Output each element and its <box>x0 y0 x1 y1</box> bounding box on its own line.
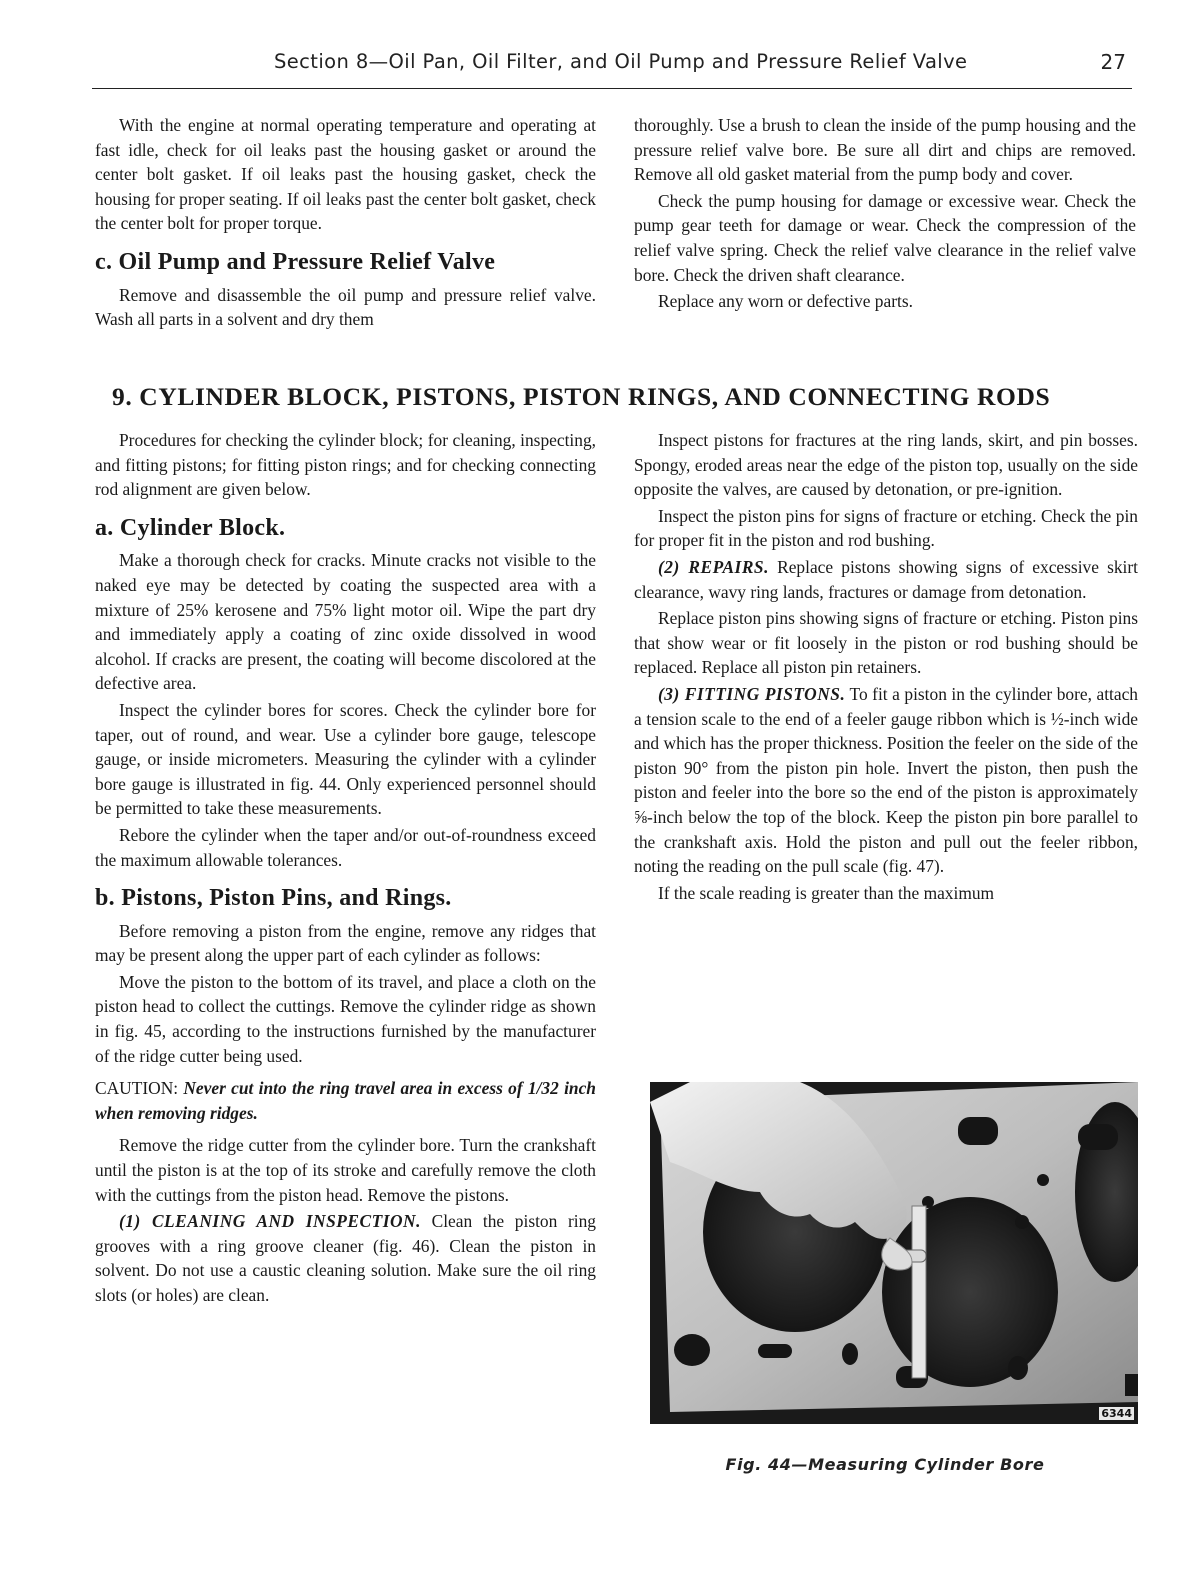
subheading-pistons: b. Pistons, Piston Pins, and Rings. <box>95 885 452 912</box>
left-column <box>95 428 596 1308</box>
caution-text: Never cut into the ring travel area in excess of 1/32 inch when removing ridges. <box>95 1078 596 1123</box>
inline-heading-repairs: (2) REPAIRS. <box>658 556 769 577</box>
figure-photo <box>650 1082 1138 1424</box>
page-header <box>92 50 1132 89</box>
bore-gauge-shaft <box>912 1206 926 1378</box>
paragraph: Remove and disassemble the oil pump and pressure relief valve. Wash all parts in a solvent and dry them <box>95 284 596 330</box>
paragraph: thoroughly. Use a brush to clean the inside of the pump housing and the pressure relief valve bore. Be sure all dirt and chips are removed. Remove all old gasket material from the pump body and cover. <box>634 115 1136 185</box>
paragraph: Rebore the cylinder when the taper and/or out-of-roundness exceed the maximum allowable tolerances. <box>95 824 596 870</box>
cylinder-bore-illustration <box>650 1082 1138 1424</box>
paragraph <box>634 555 1138 604</box>
paragraph: Inspect pistons for fractures at the ring lands, skirt, and pin bosses. Spongy, eroded areas near the edge of the piston top, usually on the side opposite the valves, are caused by detonation, or pre-ignition. <box>634 430 1138 500</box>
paragraph: Replace any worn or defective parts. <box>658 291 913 312</box>
subheading-oil-pump: c. Oil Pump and Pressure Relief Valve <box>95 248 496 275</box>
inline-heading-fitting: (3) FITTING PISTONS. <box>658 683 846 704</box>
top-right-column <box>634 113 1136 314</box>
section-title: 9. CYLINDER BLOCK, PISTONS, PISTON RINGS, AND CONNECTING RODS <box>112 382 1051 411</box>
paragraph-text: Replace pistons showing signs of excessive skirt clearance, wavy ring lands, fractures or damage from detonation. <box>634 556 1138 602</box>
paragraph: Procedures for checking the cylinder block; for cleaning, inspecting, and fitting pistons; for fitting piston rings; and for checking connecting rod alignment are given below. <box>95 430 596 500</box>
running-header-title: Section 8—Oil Pan, Oil Filter, and Oil Pump and Pressure Relief Valve <box>274 50 968 73</box>
paragraph: If the scale reading is greater than the maximum <box>658 882 995 903</box>
paragraph <box>634 682 1138 879</box>
paragraph: Inspect the cylinder bores for scores. Check the cylinder bore for taper, out of round, and wear. Use a cylinder bore gauge, telescope gauge, or inside micrometers. Measuring the cylinder with a cylinder bore gauge is illustrated in fig. 44. Only experienced personnel should be permitted to take these measurements. <box>95 699 596 819</box>
paragraph: Inspect the piston pins for signs of fracture or etching. Check the pin for proper fit in the piston and rod bushing. <box>634 505 1138 551</box>
paragraph: Make a thorough check for cracks. Minute cracks not visible to the naked eye may be detected by coating the suspected area with a mixture of 25% kerosene and 75% light motor oil. Wipe the part dry and immediately apply a coating of zinc oxide dissolved in wood alcohol. If cracks are present, the coating will become discolored at the defective area. <box>95 550 596 694</box>
paragraph: Before removing a piston from the engine, remove any ridges that may be present along the upper part of each cylinder as follows: <box>95 920 596 966</box>
caution-label: CAUTION: <box>95 1078 179 1099</box>
top-left-column <box>95 113 596 332</box>
inline-heading-cleaning: (1) CLEANING AND INSPECTION. <box>119 1211 421 1232</box>
paragraph: Move the piston to the bottom of its travel, and place a cloth on the piston head to collect the cuttings. Remove the cylinder ridge as shown in fig. 45, according to the instructions furnished by the manufacturer of the ridge cutter being used. <box>95 971 596 1066</box>
paragraph: With the engine at normal operating temperature and operating at fast idle, check for oil leaks past the housing gasket or around the center bolt gasket. If oil leaks past the housing gasket, check the housing for proper seating. If oil leaks past the center bolt gasket, check the center bolt for proper torque. <box>95 115 596 234</box>
subheading-cylinder-block: a. Cylinder Block. <box>95 514 286 541</box>
right-column <box>634 428 1138 905</box>
paragraph-text: To fit a piston in the cylinder bore, attach a tension scale to the end of a feeler gauge ribbon which is ½-inch wide and which has the proper thickness. Position the feeler on the side of the piston 90° from the piston pin hole. Invert the piston, then push the piston and feeler into the bore so the end of the piston is approximately ⅝-inch below the top of the block. Keep the piston pin bore parallel to the crankshaft axis. Hold the piston and pull out the feeler ribbon, noting the reading on the pull scale (fig. 47). <box>634 683 1138 877</box>
figure-number: 6344 <box>1101 1407 1132 1420</box>
paragraph <box>95 1209 596 1307</box>
paragraph: Replace piston pins showing signs of fracture or etching. Piston pins that show wear or fit loosely in the piston or rod bushing should be replaced. Replace all piston pin retainers. <box>634 608 1138 678</box>
paragraph-text: Clean the piston ring grooves with a ring groove cleaner (fig. 46). Clean the piston in solvent. Do not use a caustic cleaning solution. Make sure the oil ring slots (or holes) are clean. <box>95 1211 596 1305</box>
cylinder-bore <box>882 1197 1058 1387</box>
paragraph: Remove the ridge cutter from the cylinder bore. Turn the crankshaft until the piston is at the top of its stroke and carefully remove the cloth with the cuttings from the piston head. Remove the pistons. <box>95 1135 596 1205</box>
caution-note <box>95 1076 596 1125</box>
page-number: 27 <box>1100 50 1126 74</box>
paragraph: Check the pump housing for damage or excessive wear. Check the pump gear teeth for damage or wear. Check the compression of the relief valve spring. Check the relief valve clearance in the relief valve bore. Check the driven shaft clearance. <box>634 190 1136 285</box>
figure-caption: Fig. 44—Measuring Cylinder Bore <box>725 1455 1045 1474</box>
